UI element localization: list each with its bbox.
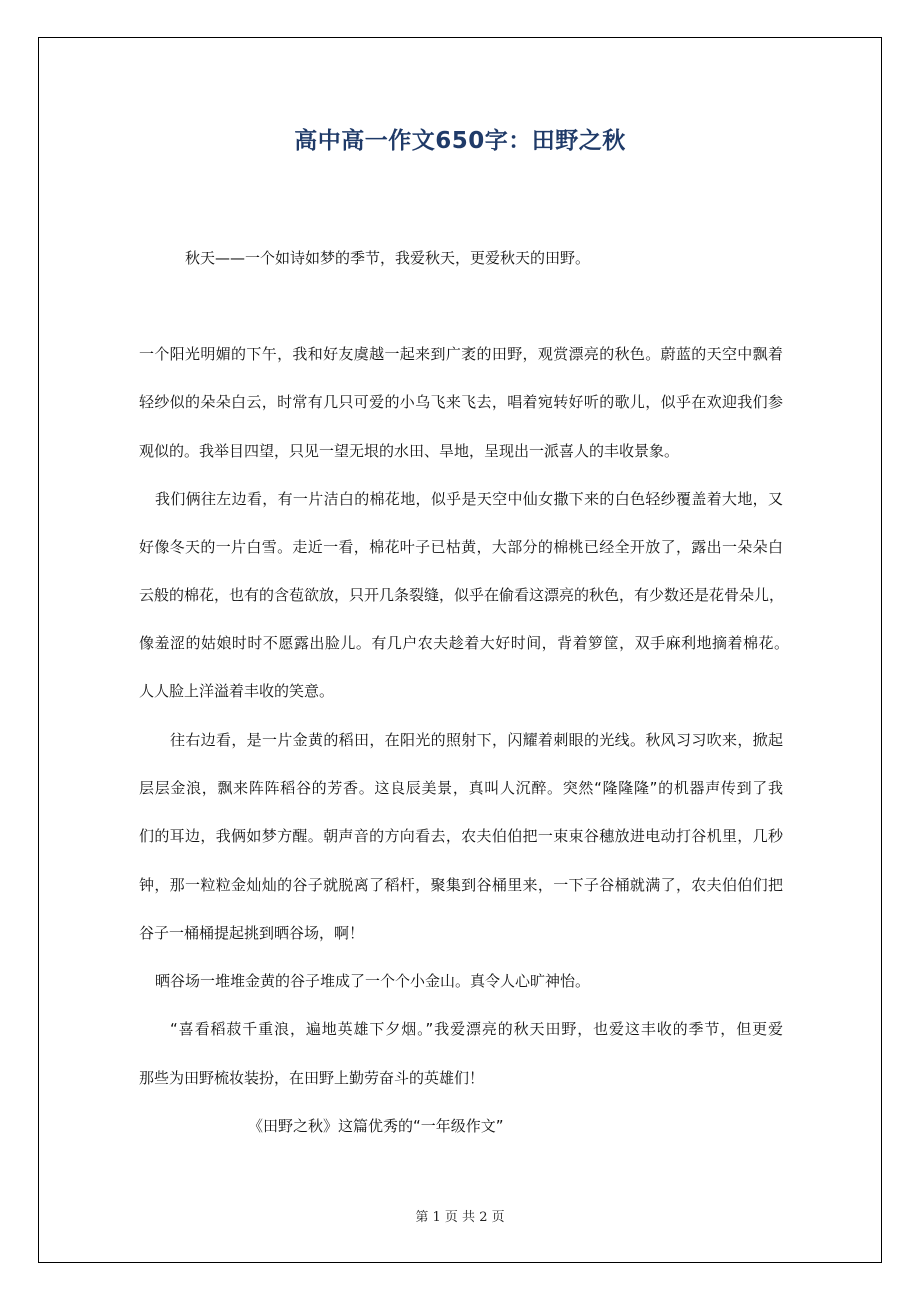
paragraph-line: 人人脸上洋溢着丰收的笑意。 (139, 682, 335, 700)
paragraph-line: 好像冬天的一片白雪。走近一看，棉花叶子已枯黄，大部分的棉桃已经全开放了，露出一朵朵白 (139, 538, 783, 556)
paragraph-line: 钟，那一粒粒金灿灿的谷子就脱离了稻杆，聚集到谷桶里来，一下子谷桶就满了，农夫伯伯们把 (139, 876, 783, 894)
paragraph-line: 我们俩往左边看，有一片洁白的棉花地，似乎是天空中仙女撒下来的白色轻纱覆盖着大地，又 (155, 490, 783, 508)
paragraph-line: 一个阳光明媚的下午，我和好友虞越一起来到广袤的田野，观赏漂亮的秋色。蔚蓝的天空中飘着 (139, 345, 783, 363)
paragraph-line: 云般的棉花，也有的含苞欲放，只开几条裂缝，似乎在偷看这漂亮的秋色，有少数还是花骨朵儿， (139, 586, 785, 604)
paragraph-line: 谷子一桶桶提起挑到晒谷场，啊！ (139, 924, 365, 942)
paragraph-line: 秋天——一个如诗如梦的季节，我爱秋天，更爱秋天的田野。 (185, 249, 591, 267)
paragraph-line: 层层金浪，飘来阵阵稻谷的芳香。这良辰美景，真叫人沉醉。突然“隆隆隆”的机器声传到了我 (139, 779, 783, 797)
paragraph-line: 观似的。我举目四望，只见一望无垠的水田、旱地，呈现出一派喜人的丰收景象。 (139, 442, 680, 460)
paragraph-line: 像羞涩的姑娘时时不愿露出脸儿。有几户农夫趁着大好时间，背着箩筐，双手麻利地摘着棉花。 (139, 634, 789, 652)
paragraph-line: 《田野之秋》这篇优秀的“一年级作文” (248, 1117, 504, 1135)
paragraph-line: “喜看稻菽千重浪，遍地英雄下夕烟。”我爱漂亮的秋天田野，也爱这丰收的季节，但更爱 (170, 1020, 783, 1038)
paragraph-line: 们的耳边，我俩如梦方醒。朝声音的方向看去，农夫伯伯把一束束谷穗放进电动打谷机里，几秒 (139, 827, 783, 845)
page-number-footer: 第 1 页 共 2 页 (415, 1210, 505, 1225)
document-title: 高中高一作文650字：田野之秋 (294, 128, 626, 154)
paragraph-line: 轻纱似的朵朵白云，时常有几只可爱的小乌飞来飞去，唱着宛转好听的歌儿，似乎在欢迎我们参 (139, 393, 783, 411)
paragraph-line: 晒谷场一堆堆金黄的谷子堆成了一个个小金山。真令人心旷神怡。 (155, 972, 591, 990)
paragraph-line: 往右边看，是一片金黄的稻田，在阳光的照射下，闪耀着刺眼的光线。秋风习习吹来，掀起 (170, 731, 783, 749)
paragraph-line: 那些为田野梳妆装扮，在田野上勤劳奋斗的英雄们！ (139, 1069, 485, 1087)
